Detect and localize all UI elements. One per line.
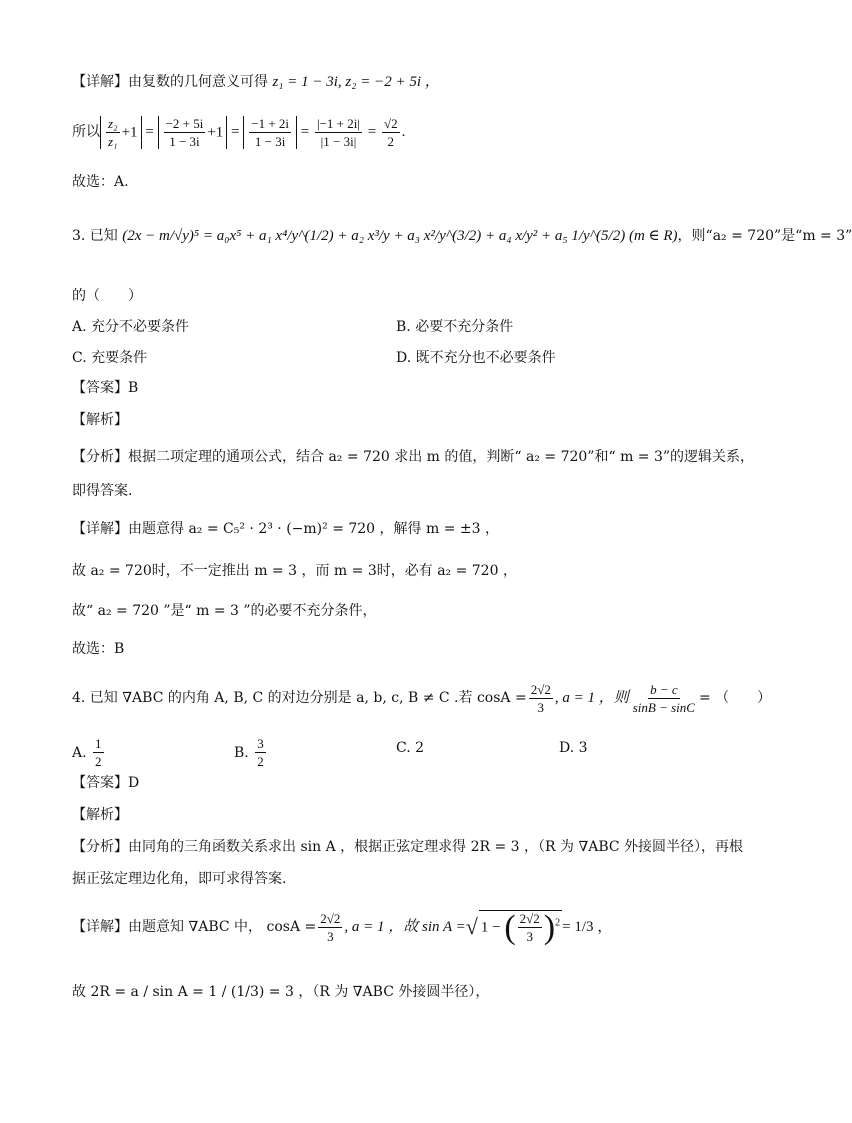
q3-lead: 3. 已知 [72, 228, 118, 244]
q4-fenxi: 【分析】由同角的三角函数关系求出 sin A ，根据正弦定理求得 2R = 3 ，（R 为 ∇ABC 外接圆半径），再根 [72, 839, 744, 855]
q3-fenxi-2: 即得答案. [72, 483, 133, 499]
abs-expr-3: $\frac{-1 + 2i}{1 - 3i}$ [243, 116, 297, 149]
q4-detail-1a: 【详解】由题意知 ∇ABC 中， cosA = [72, 919, 317, 935]
sqrt-icon: √ [465, 914, 478, 939]
cos-fraction: $\frac{2√2}{3}$ [530, 681, 551, 715]
q4-mid: , a = 1 ，则 [554, 690, 629, 706]
q3-option-d: D. 既不充分也不必要条件 [396, 350, 556, 366]
cos-fraction-2: $\frac{2√2}{3}$ [320, 910, 341, 944]
abs-expr-1: $\frac{\text{z₂}}{\text{z₁}}$ +1 [100, 116, 142, 149]
q3-fenxi: 【分析】根据二项定理的通项公式，结合 a₂ = 720 求出 m 的值，判断“ a₂ = 720”和“ m = 3”的逻辑关系， [72, 449, 755, 465]
q4-detail-1 [72, 901, 612, 953]
q3-tail: ，则“a₂ = 720”是“m = 3” [677, 228, 852, 244]
abs-expr-2: $\frac{-2 + 5i}{1 - 3i}$ +1 [158, 116, 228, 149]
result-fraction: $\frac{√2}{2}$ [383, 115, 398, 149]
q3-detail-4: 故选：B [72, 641, 125, 657]
so-label: 所以 [72, 124, 100, 140]
q4-option-a: A. $\frac{1}{2}$ [72, 736, 102, 769]
q3-detail-3: 故“ a₂ = 720 ”是“ m = 3 ”的必要不充分条件， [72, 603, 377, 619]
q3-expansion: (2x − m/√y)⁵ = a₀x⁵ + a₁ x⁴/y^(1/2) + a₂ x³/y + a₃ x²/y^(3/2) + a₄ x/y² + a₅ 1/y^(5/2) (m ∈ R) [122, 228, 678, 244]
q3-option-b: B. 必要不充分条件 [396, 319, 514, 335]
sqrt-body: 1 − ( $\frac{2√2}{3}$ )$^2$ [480, 908, 561, 946]
q4-option-c: C. 2 [396, 740, 425, 756]
q4-detail-1c: = 1/3 ， [562, 919, 613, 935]
q3-detail-2: 故 a₂ = 720时，不一定推出 m = 3 ，而 m = 3时，必有 a₂ = 720 ， [72, 563, 517, 579]
q4-answer: 【答案】D [72, 775, 140, 791]
detail-tag: 【详解】 [72, 74, 128, 90]
q4-detail-2: 故 2R = a / sin A = 1 / (1/3) = 3 ，（R 为 ∇ABC 外接圆半径）， [72, 984, 490, 1000]
q4-end: = （ ） [698, 690, 772, 706]
q3-option-c: C. 充要条件 [72, 350, 148, 366]
q3-answer: 【答案】B [72, 380, 139, 396]
q3-option-a: A. 充分不必要条件 [72, 319, 190, 335]
complex-values: z₁ = 1 − 3i, z₂ = −2 + 5i ， [272, 74, 440, 90]
ratio-fraction: $\frac{b - c}{\sin B - \sin C}$ [632, 681, 695, 715]
q3-detail-1: 【详解】由题意得 a₂ = C₅² · 2³ · (−m)² = 720 ，解得 m = ±3 ， [72, 521, 499, 537]
q4-analysis-tag: 【解析】 [72, 807, 128, 823]
modulus-equation: 所以 $\frac{\text{z₂}}{\text{z₁}}$ +1 = $\frac{-2 + 5i}{1 - 3i}$ +1 = $\frac{-1 + 2i}{1 - 3i}$ = $\frac{|-1 + 2i|}{|1 - 3i|}$ = $\frac{√2}{2}$ . [72, 115, 406, 149]
choose-a: 故选：A. [72, 174, 129, 190]
q4-stem [72, 676, 771, 720]
q4-detail-1b: , a = 1 ，故 sin A = [344, 919, 466, 935]
q4-lead: 4. 已知 ∇ABC 的内角 A, B, C 的对边分别是 a, b, c, B ≠ C .若 cosA = [72, 690, 527, 706]
q4-option-d: D. 3 [559, 740, 588, 756]
q3-stem [72, 226, 852, 246]
q3-analysis-tag: 【解析】 [72, 412, 128, 428]
q4-option-b: B. $\frac{3}{2}$ [234, 736, 264, 769]
q3-stem-end: 的（ ） [72, 288, 142, 304]
detail-line-1 [72, 72, 440, 92]
abs-ratio: $\frac{|-1 + 2i|}{|1 - 3i|}$ [317, 115, 360, 149]
q4-fenxi-2: 据正弦定理边化角，即可求得答案. [72, 871, 287, 887]
detail-text: 由复数的几何意义可得 [128, 74, 268, 90]
